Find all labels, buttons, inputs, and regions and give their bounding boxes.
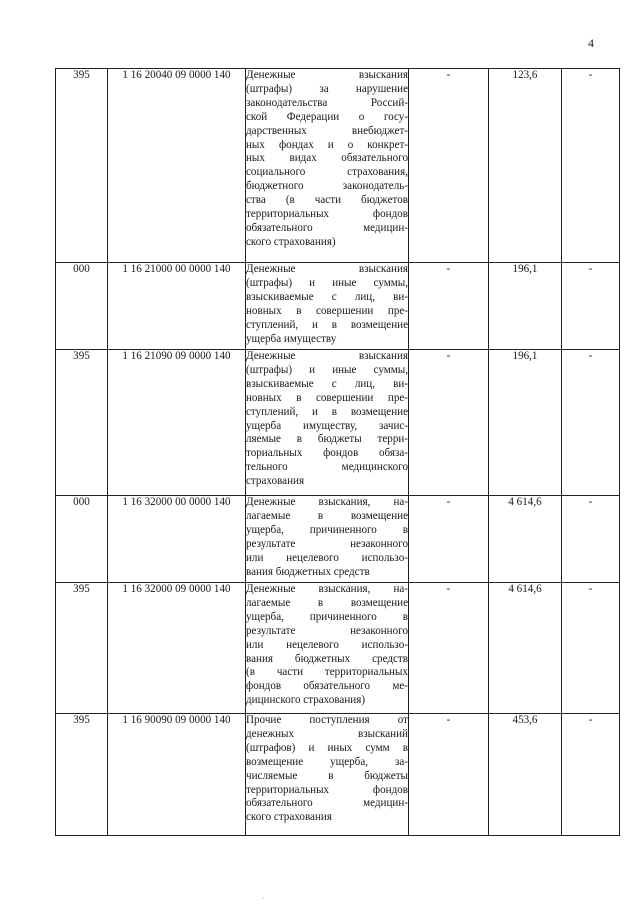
description-line: территориальных фондов xyxy=(246,208,408,221)
description-line: новных в совершении пре- xyxy=(246,391,408,404)
description-line: числяемые в бюджеты xyxy=(246,769,408,782)
row-col4-cell: - xyxy=(409,496,489,583)
row-kbk-cell: 1 16 32000 09 0000 140 xyxy=(108,583,246,714)
description-line: взыскиваемые с лиц, ви- xyxy=(246,290,408,303)
description-line: (штрафы) и иные суммы, xyxy=(246,276,408,289)
description-line: фондов обязательного ме- xyxy=(246,680,408,693)
table-row xyxy=(56,496,620,583)
description-line: обязательного медицин- xyxy=(246,797,408,810)
description-line: или нецелевого использо- xyxy=(246,638,408,651)
description-line: дицинского страхования) xyxy=(246,694,366,707)
scan-artifact: · xyxy=(262,894,265,903)
row-description-cell xyxy=(246,69,409,263)
row-col6-cell: - xyxy=(562,69,620,263)
description-line: тельного медицинского xyxy=(246,461,408,474)
row-col6-cell: - xyxy=(562,714,620,836)
row-col6-cell: - xyxy=(562,350,620,496)
description-line: Денежные взыскания, на- xyxy=(246,496,408,508)
row-description-cell xyxy=(246,496,409,583)
row-amount-cell: 4 614,6 xyxy=(489,496,562,583)
row-code-cell: 000 xyxy=(56,263,108,350)
description-line: территориальных фондов xyxy=(246,783,408,796)
description-line: ступлений, и в возмещение xyxy=(246,405,408,418)
description-line: ского страхования xyxy=(246,811,332,824)
description-line: страхования xyxy=(246,475,305,488)
row-kbk-cell: 1 16 21000 00 0000 140 xyxy=(108,263,246,350)
row-amount-cell: 196,1 xyxy=(489,263,562,350)
row-code-cell: 395 xyxy=(56,583,108,714)
description-line: вания бюджетных средств xyxy=(246,652,408,665)
table-row xyxy=(56,714,620,836)
row-col6-cell: - xyxy=(562,496,620,583)
description-line: Денежные взыскания xyxy=(246,69,408,81)
description-line: ской Федерации о госу- xyxy=(246,110,408,123)
description-line: Денежные взыскания xyxy=(246,350,408,362)
description-line: бюджетного законодатель- xyxy=(246,180,408,193)
description-line: новных в совершении пре- xyxy=(246,304,408,317)
table-row xyxy=(56,263,620,350)
description-line: ущерба имуществу, зачис- xyxy=(246,419,408,432)
description-line: ущерба, причиненного в xyxy=(246,610,408,623)
description-line: ториальных фондов обяза- xyxy=(246,447,408,460)
description-line: Денежные взыскания xyxy=(246,263,408,275)
row-col4-cell: - xyxy=(409,350,489,496)
description-line: Прочие поступления от xyxy=(246,714,408,726)
description-line: результате незаконного xyxy=(246,537,408,550)
row-col4-cell: - xyxy=(409,263,489,350)
row-kbk-cell: 1 16 20040 09 0000 140 xyxy=(108,69,246,263)
description-line: вания бюджетных средств xyxy=(246,565,370,578)
table-row xyxy=(56,69,620,263)
row-code-cell: 395 xyxy=(56,350,108,496)
description-line: дарственных внебюджет- xyxy=(246,124,408,137)
description-line: денежных взысканий xyxy=(246,727,408,740)
description-line: обязательного медицин- xyxy=(246,221,408,234)
description-line: законодательства Россий- xyxy=(246,96,408,109)
row-amount-cell: 196,1 xyxy=(489,350,562,496)
description-line: ского страхования) xyxy=(246,235,336,248)
description-line: ступлений, и в возмещение xyxy=(246,318,408,331)
table-row xyxy=(56,583,620,714)
description-line: (штрафы) и иные суммы, xyxy=(246,363,408,376)
description-line: ных фондах и о конкрет- xyxy=(246,138,408,151)
description-line: (в части территориальных xyxy=(246,666,408,679)
row-code-cell: 395 xyxy=(56,714,108,836)
row-amount-cell: 4 614,6 xyxy=(489,583,562,714)
row-amount-cell: 123,6 xyxy=(489,69,562,263)
description-line: взыскиваемые с лиц, ви- xyxy=(246,377,408,390)
table-row xyxy=(56,350,620,496)
row-code-cell: 000 xyxy=(56,496,108,583)
row-description-cell xyxy=(246,350,409,496)
description-line: социального страхования, xyxy=(246,166,408,179)
row-col4-cell: - xyxy=(409,714,489,836)
description-line: возмещение ущерба, за- xyxy=(246,755,408,768)
row-col4-cell: - xyxy=(409,583,489,714)
description-line: ущерба имуществу xyxy=(246,332,337,345)
description-line: ных видах обязательного xyxy=(246,152,408,165)
row-col6-cell: - xyxy=(562,263,620,350)
description-line: ства (в части бюджетов xyxy=(246,194,408,207)
row-description-cell xyxy=(246,263,409,350)
row-col4-cell: - xyxy=(409,69,489,263)
row-code-cell: 395 xyxy=(56,69,108,263)
budget-table xyxy=(55,68,620,836)
description-line: ляемые в бюджеты терри- xyxy=(246,433,408,446)
row-kbk-cell: 1 16 90090 09 0000 140 xyxy=(108,714,246,836)
description-line: Денежные взыскания, на- xyxy=(246,583,408,595)
row-amount-cell: 453,6 xyxy=(489,714,562,836)
row-kbk-cell: 1 16 32000 00 0000 140 xyxy=(108,496,246,583)
description-line: результате незаконного xyxy=(246,624,408,637)
description-line: (штрафов) и иных сумм в xyxy=(246,741,408,754)
row-kbk-cell: 1 16 21090 09 0000 140 xyxy=(108,350,246,496)
description-line: ущерба, причиненного в xyxy=(246,523,408,536)
row-description-cell xyxy=(246,583,409,714)
page-number: 4 xyxy=(588,36,594,50)
description-line: лагаемые в возмещение xyxy=(246,509,408,522)
row-description-cell xyxy=(246,714,409,836)
description-line: или нецелевого использо- xyxy=(246,551,408,564)
description-line: лагаемые в возмещение xyxy=(246,596,408,609)
row-col6-cell: - xyxy=(562,583,620,714)
description-line: (штрафы) за нарушение xyxy=(246,82,408,95)
